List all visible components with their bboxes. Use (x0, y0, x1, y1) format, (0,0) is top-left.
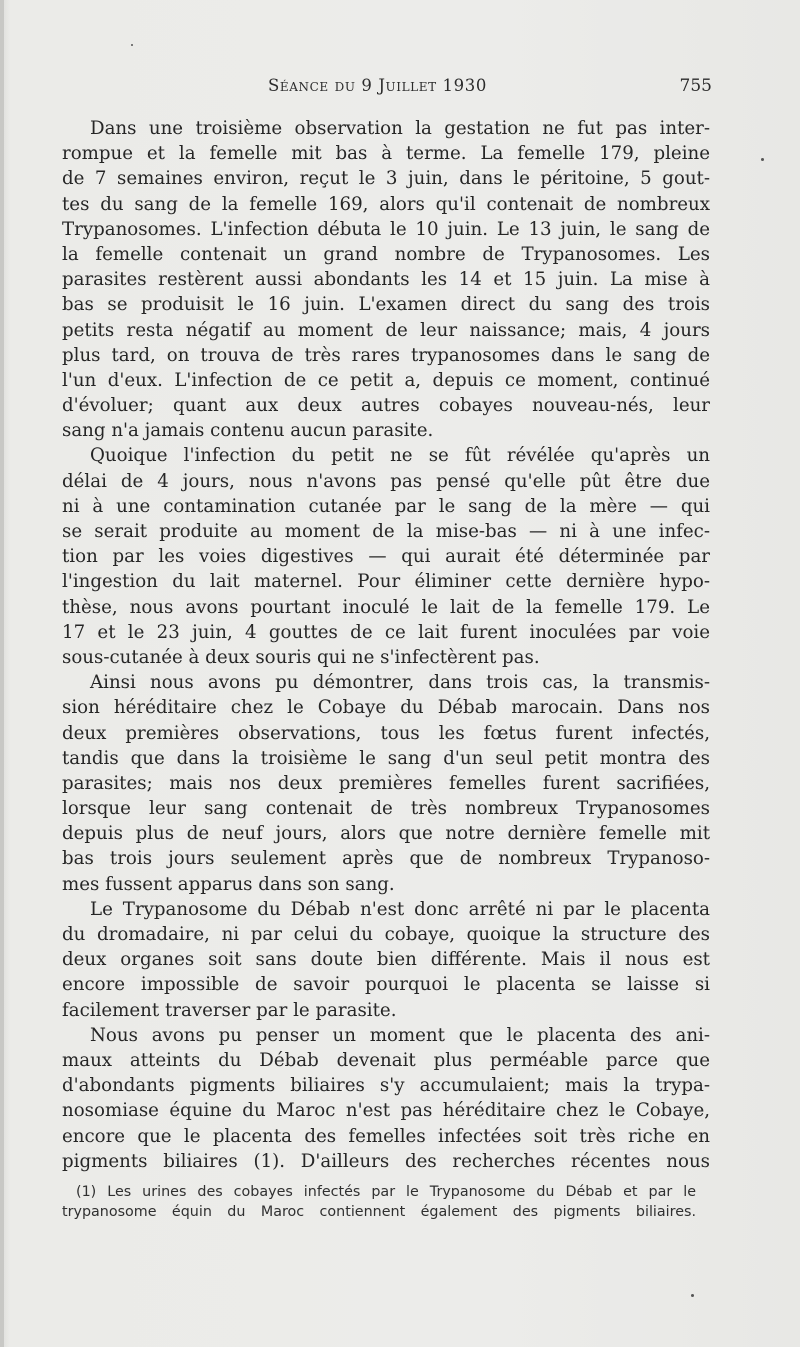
body-line: Le Trypanosome du Débab n'est donc arrêté ni par le placenta (90, 898, 710, 920)
body-line: parasites; mais nos deux premières femelles furent sacrifiées, (62, 772, 710, 794)
body-line: tes du sang de la femelle 169, alors qu'il contenait de nombreux (62, 193, 710, 215)
body-line: 17 et le 23 juin, 4 gouttes de ce lait furent inoculées par voie (62, 621, 710, 643)
body-line: bas se produisit le 16 juin. L'examen direct du sang des trois (62, 294, 710, 316)
body-line: bas trois jours seulement après que de nombreux Trypanoso- (62, 848, 710, 870)
body-line: Trypanosomes. L'infection débuta le 10 juin. Le 13 juin, le sang de (62, 218, 710, 240)
body-line: deux premières observations, tous les fœtus furent infectés, (62, 722, 710, 744)
body-line: sous-cutanée à deux souris qui ne s'infectèrent pas. (62, 646, 540, 668)
body-line: thèse, nous avons pourtant inoculé le lait de la femelle 179. Le (62, 596, 710, 618)
body-line: de 7 semaines environ, reçut le 3 juin, dans le péritoine, 5 gout- (62, 168, 710, 190)
body-line: Nous avons pu penser un moment que le placenta des ani- (90, 1024, 710, 1046)
body-line: d'abondants pigments biliaires s'y accumulaient; mais la trypa- (62, 1075, 710, 1097)
body-line: rompue et la femelle mit bas à terme. La femelle 179, pleine (62, 143, 710, 165)
body-line: tandis que dans la troisième le sang d'un seul petit montra des (62, 747, 710, 769)
body-line: l'un d'eux. L'infection de ce petit a, depuis ce moment, continué (62, 369, 710, 391)
body-line: d'évoluer; quant aux deux autres cobayes nouveau-nés, leur (62, 395, 710, 417)
ink-speck (131, 44, 133, 46)
footnote-line: trypanosome équin du Maroc contiennent également des pigments biliaires. (62, 1204, 696, 1220)
body-line: Quoique l'infection du petit ne se fût révélée qu'après un (90, 445, 710, 467)
footnote-line: (1) Les urines des cobayes infectés par le Trypanosome du Débab et par le (76, 1184, 696, 1200)
body-line: maux atteints du Débab devenait plus perméable parce que (62, 1049, 710, 1071)
body-line: Ainsi nous avons pu démontrer, dans trois cas, la transmis- (90, 672, 710, 694)
ink-speck (761, 158, 764, 161)
body-line: petits resta négatif au moment de leur naissance; mais, 4 jours (62, 319, 710, 341)
header-title: Séance du 9 Juillet 1930 (268, 76, 487, 95)
body-line: parasites restèrent aussi abondants les 14 et 15 juin. La mise à (62, 269, 710, 291)
body-line: depuis plus de neuf jours, alors que notre dernière femelle mit (62, 823, 710, 845)
running-header (92, 76, 712, 102)
body-line: plus tard, on trouva de très rares trypanosomes dans le sang de (62, 344, 710, 366)
ink-speck (691, 1294, 694, 1297)
body-line: la femelle contenait un grand nombre de Trypanosomes. Les (62, 243, 710, 265)
body-line: encore que le placenta des femelles infectées soit très riche en (62, 1125, 710, 1147)
body-line: pigments biliaires (1). D'ailleurs des recherches récentes nous (62, 1150, 710, 1172)
body-line: délai de 4 jours, nous n'avons pas pensé qu'elle pût être due (62, 470, 710, 492)
body-line: sion héréditaire chez le Cobaye du Débab marocain. Dans nos (62, 697, 710, 719)
body-line: l'ingestion du lait maternel. Pour éliminer cette dernière hypo- (62, 571, 710, 593)
body-line: ni à une contamination cutanée par le sang de la mère — qui (62, 495, 710, 517)
body-line: se serait produite au moment de la mise-bas — ni à une infec- (62, 521, 710, 542)
page-edge-shadow (0, 0, 4, 1347)
body-line: mes fussent apparus dans son sang. (62, 873, 395, 895)
body-line: lorsque leur sang contenait de très nombreux Trypanosomes (62, 798, 710, 820)
body-line: sang n'a jamais contenu aucun parasite. (62, 420, 434, 442)
body-line: encore impossible de savoir pourquoi le placenta se laisse si (62, 974, 710, 996)
body-text (62, 116, 710, 1174)
page-number: 755 (679, 76, 712, 96)
footnote (62, 1182, 696, 1222)
body-line: nosomiase équine du Maroc n'est pas héréditaire chez le Cobaye, (62, 1100, 710, 1122)
body-line: tion par les voies digestives — qui aurait été déterminée par (62, 546, 710, 568)
body-line: du dromadaire, ni par celui du cobaye, quoique la structure des (62, 924, 710, 945)
body-line: facilement traverser par le parasite. (62, 999, 397, 1021)
body-line: Dans une troisième observation la gestation ne fut pas inter- (90, 118, 710, 139)
body-line: deux organes soit sans doute bien différente. Mais il nous est (62, 949, 710, 971)
